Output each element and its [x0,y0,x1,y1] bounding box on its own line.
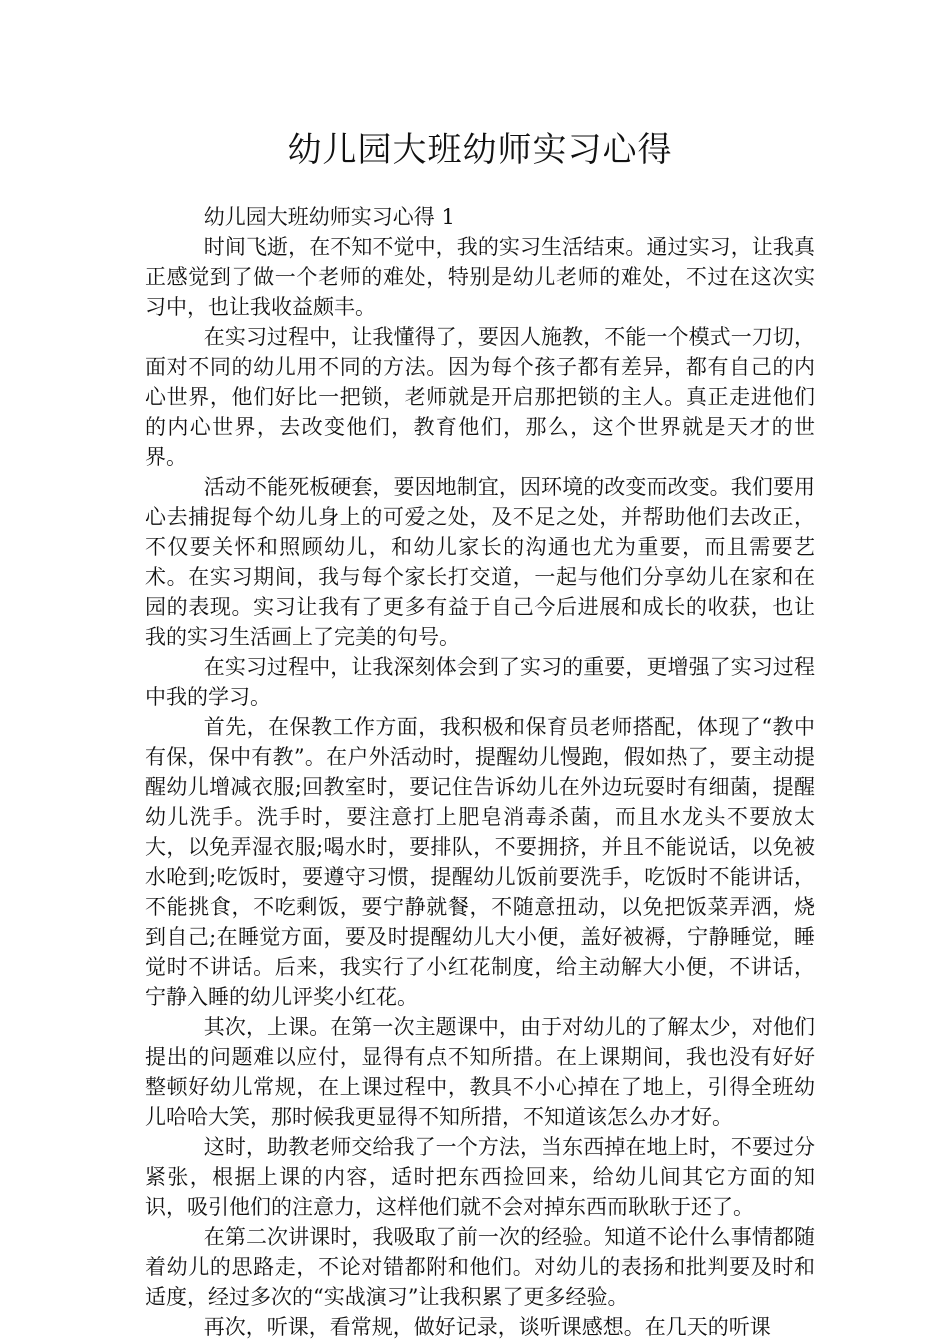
paragraph-7: 这时，助教老师交给我了一个方法，当东西掉在地上时，不要过分紧张，根据上课的内容，适时把东西捡回来，给幼儿间其它方面的知识，吸引他们的注意力，这样他们就不会对掉东西而耿耿于还了。 [145,1135,815,1219]
paragraph-9: 再次，听课，看常规，做好记录，谈听课感想。在几天的听课 [203,1315,771,1339]
paragraph-2: 在实习过程中，让我懂得了，要因人施教，不能一个模式一刀切，面对不同的幼儿用不同的方法。因为每个孩子都有差异，都有自己的内心世界，他们好比一把锁，老师就是开启那把锁的主人。真正走进他们的内心世界，去改变他们，教育他们，那么，这个世界就是天才的世界。 [145,325,815,469]
document-title: 幼儿园大班幼师实习心得 [287,130,673,170]
section-heading: 幼儿园大班幼师实习心得 1 [203,205,455,229]
paragraph-8: 在第二次讲课时，我吸取了前一次的经验。知道不论什么事情都随着幼儿的思路走，不论对错都附和他们。对幼儿的表扬和批判要及时和适度，经过多次的“实战演习”让我积累了更多经验。 [145,1225,815,1309]
paragraph-5: 首先，在保教工作方面，我积极和保育员老师搭配，体现了“教中有保，保中有教”。在户外活动时，提醒幼儿慢跑，假如热了，要主动提醒幼儿增减衣服;回教室时，要记住告诉幼儿在外边玩耍时有细菌，提醒幼儿洗手。洗手时，要注意打上肥皂消毒杀菌，而且水龙头不要放太大，以免弄湿衣服;喝水时，要排队，不要拥挤，并且不能说话，以免被水呛到;吃饭时，要遵守习惯，提醒幼儿饭前要洗手，吃饭时不能讲话，不能挑食，不吃剩饭，要宁静就餐，不随意扭动，以免把饭菜弄洒，烧到自己;在睡觉方面，要及时提醒幼儿大小便，盖好被褥，宁静睡觉，睡觉时不讲话。后来，我实行了小红花制度，给主动解大小便，不讲话，宁静入睡的幼儿评奖小红花。 [145,715,815,1009]
paragraph-3: 活动不能死板硬套，要因地制宜，因环境的改变而改变。我们要用心去捕捉每个幼儿身上的可爱之处，及不足之处，并帮助他们去改正，不仅要关怀和照顾幼儿，和幼儿家长的沟通也尤为重要，而且需要艺术。在实习期间，我与每个家长打交道，一起与他们分享幼儿在家和在园的表现。实习让我有了更多有益于自己今后进展和成长的收获，也让我的实习生活画上了完美的句号。 [145,475,815,649]
paragraph-6: 其次，上课。在第一次主题课中，由于对幼儿的了解太少，对他们提出的问题难以应付，显得有点不知所措。在上课期间，我也没有好好整顿好幼儿常规，在上课过程中，教具不小心掉在了地上，引得全班幼儿哈哈大笑，那时候我更显得不知所措，不知道该怎么办才好。 [145,1015,815,1129]
document-page [145,120,815,1342]
paragraph-4: 在实习过程中，让我深刻体会到了实习的重要，更增强了实习过程中我的学习。 [145,655,815,709]
paragraph-1: 时间飞逝，在不知不觉中，我的实习生活结束。通过实习，让我真正感觉到了做一个老师的难处，特别是幼儿老师的难处，不过在这次实习中，也让我收益颇丰。 [145,235,815,319]
